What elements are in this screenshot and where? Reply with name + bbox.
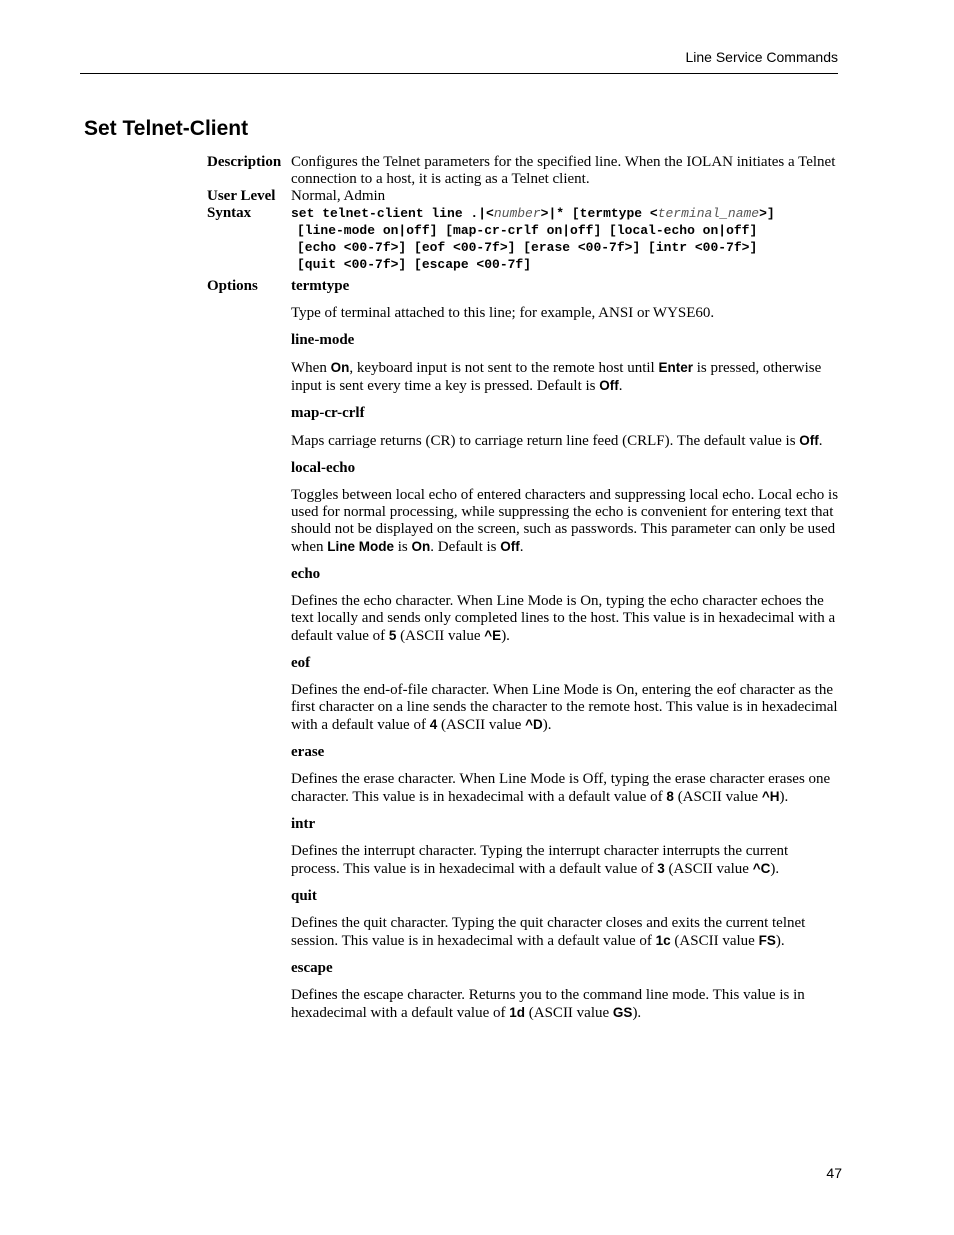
desc-text: Toggles between local echo of entered characters and suppressing local echo. Local echo is used for normal processing, while suppressing the echo is convenient for entering text that should not be displayed on the screen, such as passwords. This parameter can only be used when (291, 487, 839, 555)
syntax-line-2: [line-mode on|off] [map-cr-crlf on|off] [local-echo on|off] (297, 223, 758, 238)
syntax-line-3: [echo <00-7f>] [eof <00-7f>] [erase <00-7f>] [intr <00-7f>] (297, 240, 758, 255)
option-desc-map-cr-crlf (291, 432, 839, 450)
desc-text: Defines the escape character. Returns you to the command line mode. This value is in hexadecimal with a default value of (291, 987, 805, 1021)
syntax-line-4: [quit <00-7f>] [escape <00-7f] (297, 257, 532, 272)
user-level-text: Normal, Admin (291, 188, 386, 204)
description-label: Description (207, 154, 282, 170)
desc-text: ). (542, 717, 552, 733)
desc-text: is pressed, otherwise input is sent every time a key is pressed. Default is (291, 360, 822, 394)
desc-text: is (394, 539, 412, 555)
option-desc-intr (291, 843, 839, 878)
option-desc-echo (291, 593, 839, 645)
option-desc-quit (291, 915, 839, 950)
default-value: 4 (429, 717, 438, 732)
option-desc-erase (291, 771, 839, 806)
options-row (207, 278, 839, 1032)
desc-text: ). (501, 628, 510, 644)
desc-text: When (291, 360, 331, 376)
option-desc-eof (291, 682, 839, 734)
page-number: 47 (826, 1165, 842, 1181)
option-desc-escape (291, 987, 839, 1022)
ascii-value: ^C (752, 861, 771, 876)
desc-text: (ASCII value (437, 717, 526, 733)
ui-term-enter: Enter (658, 360, 693, 375)
desc-text: ). (632, 1005, 642, 1021)
ascii-value: FS (758, 933, 776, 948)
ascii-value: ^E (484, 628, 502, 643)
desc-text: . (519, 539, 524, 555)
syntax-placeholder-terminal-name: terminal_name (657, 206, 760, 221)
option-name-intr: intr (291, 816, 316, 832)
ascii-value: ^H (761, 789, 780, 804)
option-desc-termtype: Type of terminal attached to this line; for example, ANSI or WYSE60. (291, 305, 715, 321)
syntax-row (207, 205, 839, 273)
ascii-value: ^D (525, 717, 543, 732)
desc-text: (ASCII value (664, 861, 753, 877)
default-value: 5 (388, 628, 397, 643)
default-value: 1c (655, 933, 671, 948)
ascii-value: GS (612, 1005, 633, 1020)
section-title: Set Telnet-Client (84, 117, 249, 140)
description-text: Configures the Telnet parameters for the specified line. When the IOLAN initiates a Telnet connection to a host, it is acting as a Telnet client. (291, 154, 836, 187)
desc-text: Maps carriage returns (CR) to carriage return line feed (CRLF). The default value is (291, 433, 800, 449)
options-list (291, 278, 839, 1032)
header-rule (80, 73, 838, 74)
syntax-label: Syntax (207, 205, 252, 221)
desc-text: . Default is (430, 539, 501, 555)
user-level-row (207, 188, 839, 205)
description-row (207, 154, 839, 188)
option-name-eof: eof (291, 655, 311, 671)
option-desc-local-echo (291, 487, 839, 556)
running-header: Line Service Commands (685, 49, 838, 65)
ui-term-on: On (330, 360, 350, 375)
desc-text: (ASCII value (673, 789, 762, 805)
ui-term-off: Off (599, 378, 619, 393)
option-name-map-cr-crlf: map-cr-crlf (291, 405, 365, 421)
desc-text: , keyboard input is not sent to the remote host until (349, 360, 659, 376)
option-name-escape: escape (291, 960, 333, 976)
syntax-line-1 (291, 205, 839, 222)
option-name-local-echo: local-echo (291, 460, 356, 476)
syntax-text: set telnet-client line .|< (291, 206, 494, 221)
desc-text: . (818, 433, 823, 449)
syntax-block (291, 205, 839, 273)
option-name-quit: quit (291, 888, 317, 904)
ui-term-off: Off (799, 433, 819, 448)
desc-text: Defines the interrupt character. Typing the interrupt character interrupts the current process. This value is in hexadecimal with a default value of (291, 843, 789, 877)
user-level-label: User Level (207, 188, 276, 204)
desc-text: ). (775, 933, 785, 949)
ui-term-on: On (411, 539, 431, 554)
desc-text: (ASCII value (396, 628, 485, 644)
desc-text: (ASCII value (525, 1005, 613, 1021)
option-name-echo: echo (291, 566, 321, 582)
syntax-placeholder-number: number (493, 206, 541, 221)
command-reference (207, 154, 839, 1032)
default-value: 8 (666, 789, 674, 804)
syntax-text: >|* [termtype < (540, 206, 658, 221)
ui-term-line-mode: Line Mode (327, 539, 394, 554)
option-desc-line-mode (291, 359, 839, 395)
desc-text: Defines the end-of-file character. When Line Mode is On, entering the eof character as the first character on a line sends the character to the remote host. This value is in hexadecimal with a default value of (291, 682, 838, 733)
option-name-line-mode: line-mode (291, 332, 355, 348)
default-value: 3 (657, 861, 665, 876)
options-label: Options (207, 278, 258, 294)
desc-text: ). (779, 789, 789, 805)
desc-text: ). (770, 861, 780, 877)
ui-term-off: Off (500, 539, 520, 554)
syntax-text: >] (759, 206, 775, 221)
desc-text: . (618, 378, 623, 394)
desc-text: Defines the quit character. Typing the quit character closes and exits the current telnet session. This value is in hexadecimal with a default value of (291, 915, 806, 949)
desc-text: (ASCII value (670, 933, 759, 949)
desc-text: Defines the echo character. When Line Mode is On, typing the echo character echoes the text locally and sends only completed lines to the host. This value is in hexadecimal with a default value of (291, 593, 836, 644)
default-value: 1d (509, 1005, 526, 1020)
desc-text: Defines the erase character. When Line Mode is Off, typing the erase character erases one character. This value is in hexadecimal with a default value of (291, 771, 831, 805)
option-name-erase: erase (291, 744, 325, 760)
option-name-termtype: termtype (291, 278, 350, 294)
